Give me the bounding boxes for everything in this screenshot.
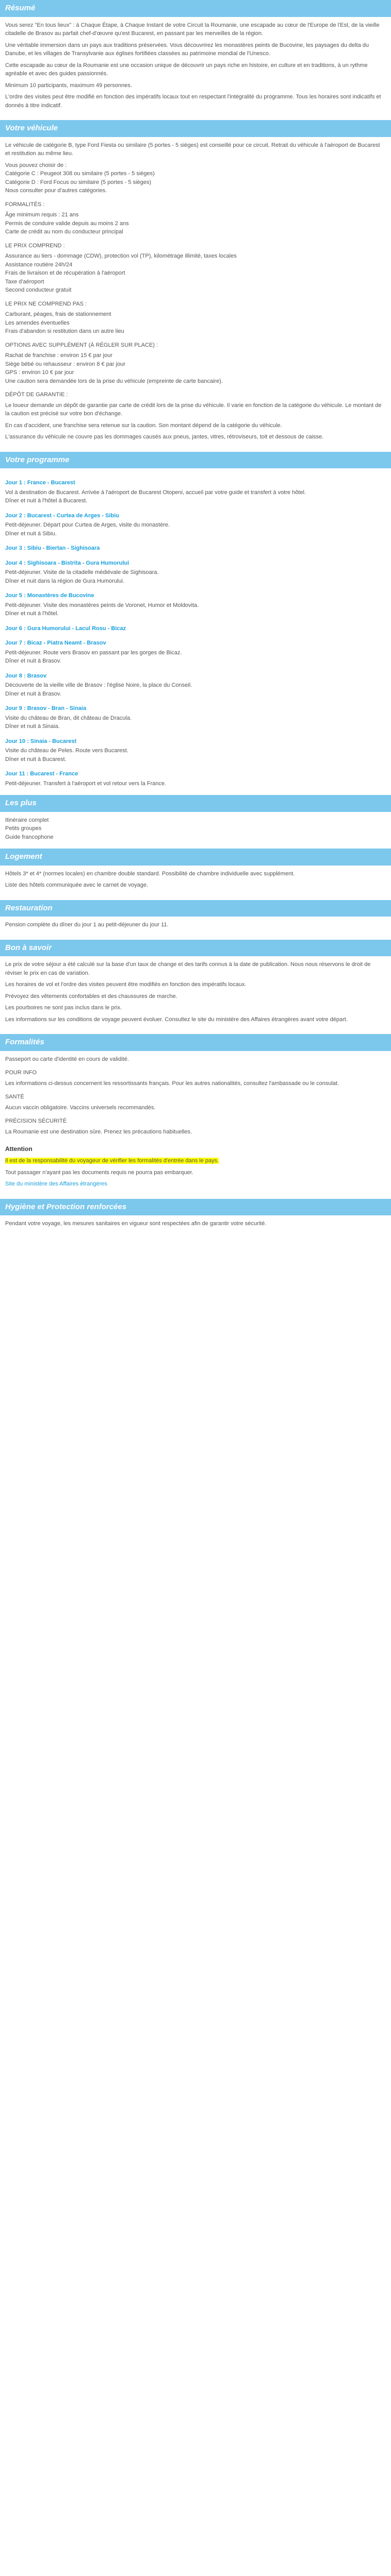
resume-paragraph: Une véritable immersion dans un pays aux traditions préservées. Vous découvrirez les monastères peints de Bucovine, les paysages du delta du Danube, et les villages de Transylvanie aux églises fortifiées classées au patrimoine mondial de l'Unesco. xyxy=(5,42,369,57)
alert-title: Attention xyxy=(5,1145,32,1153)
lieu-line: Guide francophone xyxy=(5,834,54,840)
lodging-text: Hôtels 3* et 4* (normes locales) en chambre double standard. Possibilité de chambre individuelle avec supplément. xyxy=(5,870,295,877)
deposit-note: L'assurance du véhicule ne couvre pas les dommages causés aux pneus, jantes, vitres, rétroviseurs, toit et dessous de caisse. xyxy=(5,434,324,440)
formality-item: Carte de crédit au nom du conducteur principal xyxy=(5,229,123,235)
program-day-title: Jour 2 : Bucarest - Curtea de Arges - Sibiu xyxy=(5,512,119,519)
lieu-line: Itinéraire complet xyxy=(5,817,49,823)
program-day-title: Jour 7 : Bicaz - Piatra Neamt - Brasov xyxy=(5,640,106,646)
program-day-line: Dîner et nuit à Brasov. xyxy=(5,690,61,697)
ministry-link[interactable]: Site du ministère des Affaires étrangères xyxy=(5,1181,107,1187)
program-day-line: Visite du château de Peles. Route vers Bucarest. xyxy=(5,748,128,754)
hygiene-header: Hygiène et Protection renforcées xyxy=(0,1199,391,1216)
formality-item: Âge minimum requis : 21 ans xyxy=(5,212,79,218)
program-header: Votre programme xyxy=(0,452,391,469)
program-day-title: Jour 8 : Brasov xyxy=(5,672,47,679)
lodging-note: Liste des hôtels communiquée avec le carnet de voyage. xyxy=(5,882,148,888)
resume-header: Résumé xyxy=(0,0,391,17)
paid-option-item: Rachat de franchise : environ 15 € par jour xyxy=(5,352,112,359)
good-paragraph: Les horaires de vol et l'ordre des visites peuvent être modifiés en fonction des impératifs locaux. xyxy=(5,981,247,988)
notincluded-item: Frais d'abandon si restitution dans un autre lieu xyxy=(5,328,124,334)
vehicle-options-note: Nous consulter pour d'autres catégories. xyxy=(5,188,107,194)
good-paragraph: Le prix de votre séjour a été calculé sur la base d'un taux de change et des tarifs connus à la date de publication. Nous nous réservons le droit de réviser le prix en cas de variation. xyxy=(5,961,371,976)
program-day-title: Jour 1 : France - Bucarest xyxy=(5,480,75,486)
good-paragraph: Prévoyez des vêtements confortables et des chaussures de marche. xyxy=(5,993,177,999)
notincluded-item: Les amendes éventuelles xyxy=(5,319,70,326)
program-day-line: Dîner et nuit à l'hôtel à Bucarest. xyxy=(5,498,88,504)
restaurant-header: Restauration xyxy=(0,900,391,917)
formal-health-title: SANTÉ xyxy=(5,1094,24,1100)
vehicle-option: Catégorie D : Ford Focus ou similaire (5 portes - 5 sièges) xyxy=(5,179,152,185)
restaurant-section xyxy=(0,900,391,940)
formal-header: Formalités xyxy=(0,1034,391,1051)
program-day-line: Dîner et nuit à Brasov. xyxy=(5,658,61,664)
formalities-title: FORMALITÉS : xyxy=(5,201,45,208)
included-item: Second conducteur gratuit xyxy=(5,287,72,293)
formality-item: Permis de conduire valide depuis au moins 2 ans xyxy=(5,220,129,227)
formal-health: Aucun vaccin obligatoire. Vaccins universels recommandés. xyxy=(5,1104,156,1111)
deposit-extra: En cas d'accident, une franchise sera retenue sur la caution. Son montant dépend de la catégorie du véhicule. xyxy=(5,422,282,429)
paid-options-title: OPTIONS AVEC SUPPLÉMENT (À RÉGLER SUR PLACE) : xyxy=(5,342,158,348)
vehicle-option: Catégorie C : Peugeot 308 ou similaire (5 portes - 5 sièges) xyxy=(5,171,155,177)
formal-info: Les informations ci-dessus concernent les ressortissants français. Pour les autres nationalités, consultez l'ambassade ou le consulat. xyxy=(5,1080,339,1087)
lieu-section xyxy=(0,795,391,849)
formal-precision: La Roumanie est une destination sûre. Prenez les précautions habituelles. xyxy=(5,1128,192,1135)
program-day-line: Dîner et nuit à Sinaia. xyxy=(5,723,60,730)
formal-text: Passeport ou carte d'identité en cours de validité. xyxy=(5,1056,129,1062)
lieu-line: Petits groupes xyxy=(5,825,42,832)
restaurant-text: Pension complète du dîner du jour 1 au petit-déjeuner du jour 11. xyxy=(5,922,169,928)
program-day-title: Jour 3 : Sibiu - Biertan - Sighisoara xyxy=(5,545,100,551)
hygiene-section xyxy=(0,1199,391,1239)
formal-section xyxy=(0,1034,391,1199)
deposit-text: Le loueur demande un dépôt de garantie par carte de crédit lors de la prise du véhicule. Il varie en fonction de la catégorie du véhicule. Le montant de la caution est précisé sur votre bon d'échange. xyxy=(5,402,382,417)
included-item: Assistance routière 24h/24 xyxy=(5,261,73,268)
program-day-line: Petit-déjeuner. Visite des monastères peints de Voronet, Humor et Moldovita. xyxy=(5,602,199,608)
good-header: Bon à savoir xyxy=(0,940,391,957)
program-day-line: Dîner et nuit à l'hôtel. xyxy=(5,611,59,617)
resume-section xyxy=(0,0,391,120)
program-day-title: Jour 11 : Bucarest - France xyxy=(5,771,78,777)
program-day-line: Découverte de la vieille ville de Brasov : l'église Noire, la place du Conseil. xyxy=(5,682,192,688)
vehicle-options-intro: Vous pouvez choisir de : xyxy=(5,162,67,168)
program-day-title: Jour 9 : Brasov - Bran - Sinaia xyxy=(5,705,87,711)
program-day-title: Jour 4 : Sighisoara - Bistrita - Gura Humorului xyxy=(5,560,129,566)
good-paragraph: Les informations sur les conditions de voyage peuvent évoluer. Consultez le site du ministère des Affaires étrangères avant votre départ. xyxy=(5,1016,348,1023)
resume-paragraph: Vous serez "En tous lieux" : à Chaque Étape, à Chaque Instant de votre Circuit la Roumanie, une escapade au cœur de l'Europe de l'Est, de la vieille citadelle de Brasov au parfait chef-d'œuvre qu'est Bucarest, en passant par les merveilles de la région. xyxy=(5,22,380,37)
formal-precision-title: PRÉCISION SÉCURITÉ xyxy=(5,1118,67,1124)
included-item: Assurance au tiers - dommage (CDW), protection vol (TP), kilométrage illimité, taxes locales xyxy=(5,253,237,259)
program-day-line: Dîner et nuit à Bucarest. xyxy=(5,756,67,762)
program-section xyxy=(0,452,391,795)
alert-line: Tout passager n'ayant pas les documents requis ne pourra pas embarquer. xyxy=(5,1169,193,1176)
deposit-short: Une caution sera demandée lors de la prise du véhicule (empreinte de carte bancaire). xyxy=(5,378,223,384)
good-section xyxy=(0,940,391,1035)
program-day-line: Dîner et nuit à Sibiu. xyxy=(5,530,57,537)
vehicle-intro: Le véhicule de catégorie B, type Ford Fiesta ou similaire (5 portes - 5 sièges) est conseillé pour ce circuit. Retrait du véhicule à l'aéroport de Bucarest et restitution au même lieu. xyxy=(5,142,380,157)
included-item: Frais de livraison et de récupération à l'aéroport xyxy=(5,270,125,276)
included-title: LE PRIX COMPREND : xyxy=(5,242,65,249)
program-day-line: Petit-déjeuner. Route vers Brasov en passant par les gorges de Bicaz. xyxy=(5,649,182,656)
lieu-header: Les plus xyxy=(0,795,391,812)
program-day-title: Jour 5 : Monastères de Bucovine xyxy=(5,592,94,599)
paid-option-item: Siège bébé ou rehausseur : environ 8 € par jour xyxy=(5,361,125,367)
lodging-section xyxy=(0,849,391,900)
program-day-line: Petit-déjeuner. Départ pour Curtea de Arges, visite du monastère. xyxy=(5,522,170,528)
good-paragraph: Les pourboires ne sont pas inclus dans le prix. xyxy=(5,1005,122,1011)
deposit-title: DÉPÔT DE GARANTIE : xyxy=(5,392,68,398)
program-day-line: Vol à destination de Bucarest. Arrivée à l'aéroport de Bucarest Otopeni, accueil par votre guide et transfert à votre hôtel. xyxy=(5,489,306,496)
alert-line xyxy=(5,1157,386,1165)
lodging-header: Logement xyxy=(0,849,391,866)
alert-line-highlight: Il est de la responsabilité du voyageur de vérifier les formalités d'entrée dans le pays. xyxy=(5,1158,219,1164)
paid-option-item: GPS : environ 10 € par jour xyxy=(5,369,74,376)
notincluded-item: Carburant, péages, frais de stationnement xyxy=(5,311,111,317)
hygiene-text: Pendant votre voyage, les mesures sanitaires en vigueur sont respectées afin de garantir votre sécurité. xyxy=(5,1221,267,1227)
program-day-title: Jour 10 : Sinaia - Bucarest xyxy=(5,738,77,744)
program-day-line: Petit-déjeuner. Transfert à l'aéroport et vol retour vers la France. xyxy=(5,780,167,787)
vehicle-section xyxy=(0,120,391,452)
program-day-title: Jour 6 : Gura Humorului - Lacul Rosu - Bicaz xyxy=(5,625,126,632)
resume-paragraph: Minimum 10 participants, maximum 49 personnes. xyxy=(5,82,132,89)
included-item: Taxe d'aéroport xyxy=(5,278,44,285)
formal-info-title: POUR INFO xyxy=(5,1070,37,1076)
vehicle-header: Votre véhicule xyxy=(0,120,391,137)
program-day-line: Petit-déjeuner. Visite de la citadelle médiévale de Sighisoara. xyxy=(5,569,159,575)
resume-footer: L'ordre des visites peut être modifié en fonction des impératifs locaux tout en respectant l'intégralité du programme. Tous les horaires sont indicatifs et donnés à titre indicatif. xyxy=(5,94,381,109)
resume-paragraph: Cette escapade au cœur de la Roumanie est une occasion unique de découvrir un pays riche en histoire, en culture et en traditions, à un rythme agréable et avec des guides passionnés. xyxy=(5,62,368,77)
notincluded-title: LE PRIX NE COMPREND PAS : xyxy=(5,300,87,307)
program-day-line: Dîner et nuit dans la région de Gura Humorului. xyxy=(5,578,125,584)
program-day-line: Visite du château de Bran, dit château de Dracula. xyxy=(5,715,132,721)
